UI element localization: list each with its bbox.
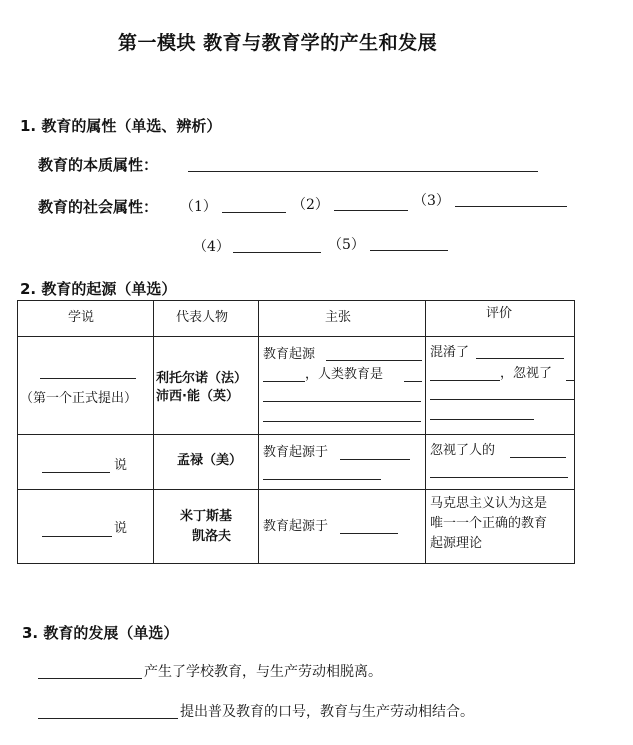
row1-claim-blank-2[interactable] <box>263 381 305 382</box>
row3-eval-3: 起源理论 <box>430 536 483 551</box>
mark-2: （2） <box>292 197 329 213</box>
row1-theory-note: （第一个正式提出） <box>20 391 138 406</box>
row1-eval-blank-1[interactable] <box>476 358 564 359</box>
row2-theory-blank[interactable] <box>42 472 110 473</box>
row1-eval-blank-3[interactable] <box>566 380 574 381</box>
row3-eval-2: 唯一一个正确的教育 <box>430 516 548 531</box>
social-label: 教育的社会属性： <box>38 198 159 216</box>
page-title: 第一模块 教育与教育学的产生和发展 <box>118 32 438 54</box>
section2-heading: 2. 教育的起源（单选） <box>20 280 177 298</box>
row3-theory-suffix: 说 <box>114 521 128 536</box>
section3-blank-2[interactable] <box>38 718 178 719</box>
row2-eval: 忽视了人的 <box>430 443 496 458</box>
row1-eval-2: ，忽视了 <box>500 366 553 381</box>
mark-5: （5） <box>328 237 365 253</box>
row3-claim: 教育起源于 <box>263 519 329 534</box>
essence-label: 教育的本质属性： <box>38 156 159 174</box>
row3-person-2: 凯洛夫 <box>192 529 232 544</box>
row1-eval-blank-2[interactable] <box>430 380 500 381</box>
section3-heading: 3. 教育的发展（单选） <box>22 624 179 642</box>
header-theory: 学说 <box>68 310 95 325</box>
row1-claim-blank-4[interactable] <box>263 401 421 402</box>
row1-person-1: 利托尔诺（法） <box>156 371 248 386</box>
mark-4: （4） <box>193 239 230 255</box>
row3-eval-1: 马克思主义认为这是 <box>430 496 548 511</box>
row2-claim: 教育起源于 <box>263 445 329 460</box>
row1-eval-blank-4[interactable] <box>430 399 574 400</box>
essence-blank[interactable] <box>188 171 538 172</box>
row2-person: 孟禄（美） <box>177 453 243 468</box>
row2-theory-suffix: 说 <box>114 458 128 473</box>
row1-claim-1: 教育起源 <box>263 347 316 362</box>
row1-claim-2: ，人类教育是 <box>305 367 384 382</box>
header-person: 代表人物 <box>176 310 229 325</box>
row2-eval-blank-2[interactable] <box>430 477 568 478</box>
row1-eval-blank-5[interactable] <box>430 419 534 420</box>
row1-claim-blank-5[interactable] <box>263 421 421 422</box>
social-blank-1[interactable] <box>222 212 286 213</box>
row2-claim-blank-1[interactable] <box>340 459 410 460</box>
row1-claim-blank-1[interactable] <box>326 360 422 361</box>
section3-line1: 产生了学校教育，与生产劳动相脱离。 <box>144 664 382 680</box>
section1-heading: 1. 教育的属性（单选、辨析） <box>20 117 222 135</box>
row1-claim-blank-3[interactable] <box>404 381 422 382</box>
row1-eval-1: 混淆了 <box>430 345 470 360</box>
header-eval: 评价 <box>486 306 513 321</box>
row2-eval-blank-1[interactable] <box>510 457 566 458</box>
social-blank-4[interactable] <box>233 252 321 253</box>
header-claim: 主张 <box>325 310 352 325</box>
row3-person-1: 米丁斯基 <box>180 509 233 524</box>
section3-line2: 提出普及教育的口号，教育与生产劳动相结合。 <box>180 704 474 720</box>
mark-1: （1） <box>180 199 217 215</box>
section3-blank-1[interactable] <box>38 678 142 679</box>
mark-3: （3） <box>413 193 450 209</box>
row1-theory-blank[interactable] <box>40 378 136 379</box>
row1-person-2: 沛西·能（英） <box>156 389 239 404</box>
social-blank-3[interactable] <box>455 206 567 207</box>
row2-claim-blank-2[interactable] <box>263 479 381 480</box>
social-blank-5[interactable] <box>370 250 448 251</box>
row3-claim-blank[interactable] <box>340 533 398 534</box>
row3-theory-blank[interactable] <box>42 536 112 537</box>
social-blank-2[interactable] <box>334 210 408 211</box>
